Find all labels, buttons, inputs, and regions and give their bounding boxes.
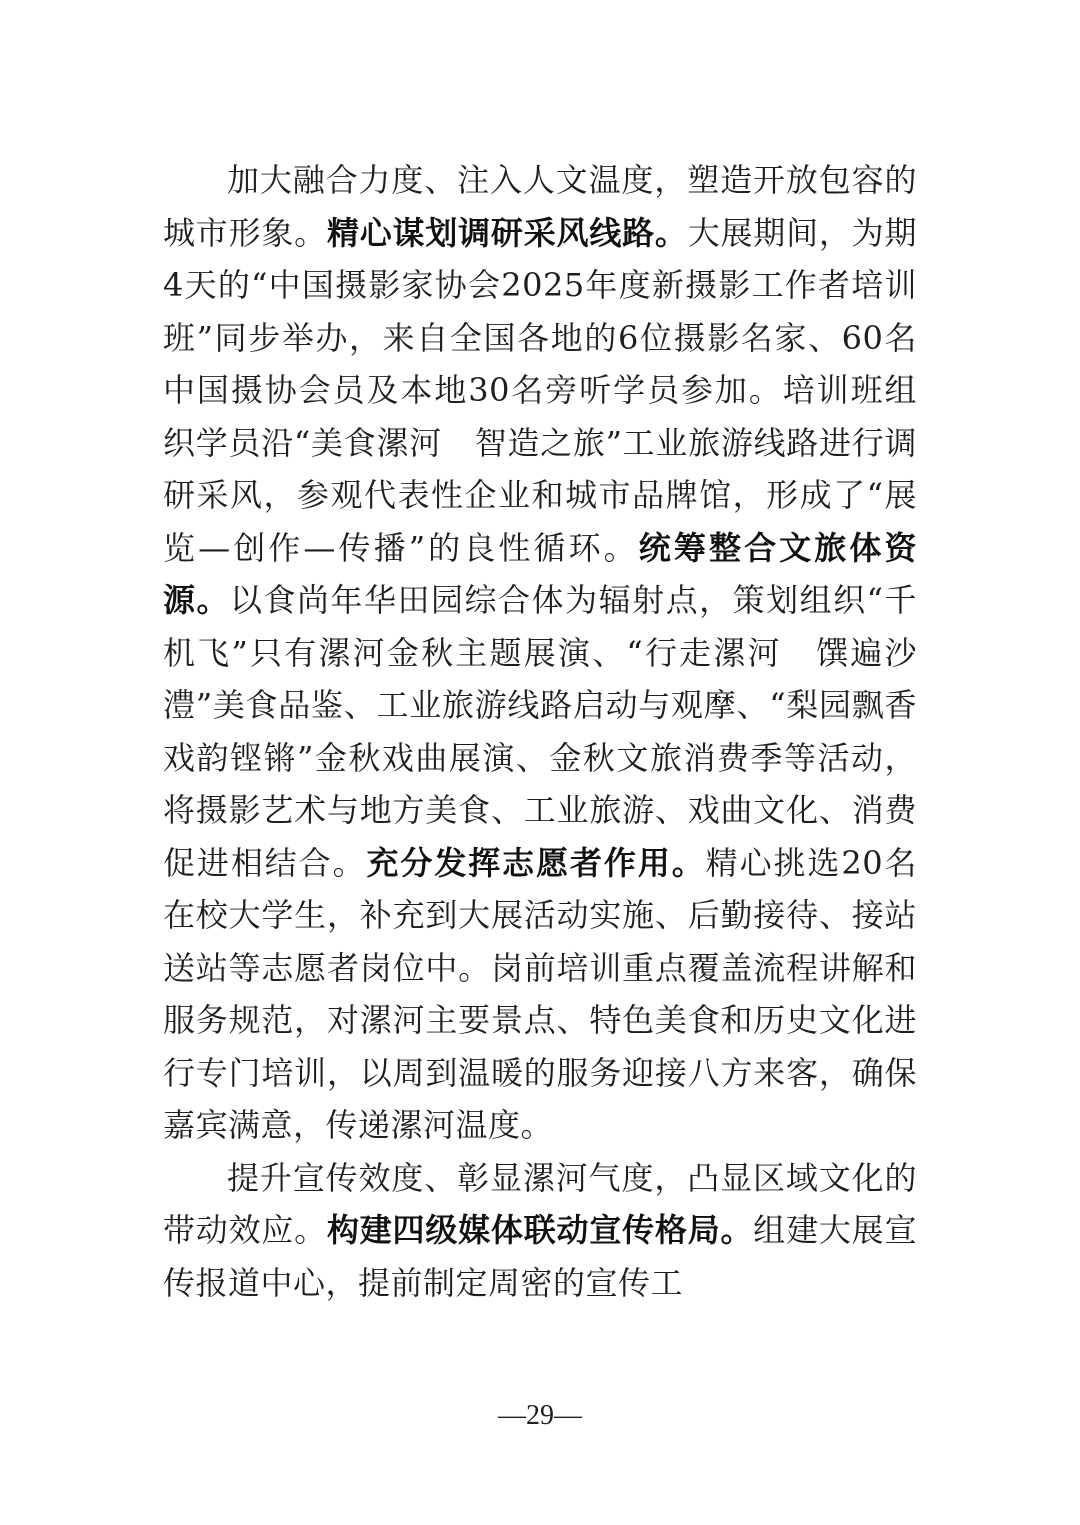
bold-heading-resources: 统筹整合文旅体资源。	[163, 528, 917, 619]
segment-text: 加大融合力度、注入人文温度，塑造开放包容的城市形象。	[163, 161, 917, 252]
segment-text: 精心挑选20名在校大学生，补充到大展活动实施、后勤接待、接站送站等志愿者岗位中。岗前培训重点覆盖流程讲解和服务规范，对漯河主要景点、特色美食和历史文化进行专门培训，以周到温暖的服务迎接八方来客，确保嘉宾满意，传递漯河温度。	[163, 843, 917, 1144]
segment-text: 组建大展宣传报道中心，提前制定周密的宣传工	[163, 1211, 917, 1302]
body-text	[163, 154, 950, 1309]
segment-text: 大展期间，为期4天的“中国摄影家协会2025年度新摄影工作者培训班”同步举办，来自全国各地的6位摄影名家、60名中国摄协会员及本地30名旁听学员参加。培训班组织学员沿“美食漯河 智造之旅”工业旅游线路进行调研采风，参观代表性企业和城市品牌馆，形成了“展览—创作—传播”的良性循环。	[163, 213, 917, 567]
segment-text: 以食尚年华田园综合体为辐射点，策划组织“千机飞”只有漯河金秋主题展演、“行走漯河 馔遍沙澧”美食品鉴、工业旅游线路启动与观摩、“梨园飘香 戏韵铿锵”金秋戏曲展演、金秋文旅消费季等活动，将摄影艺术与地方美食、工业旅游、戏曲文化、消费促进相结合。	[163, 581, 950, 882]
bold-heading-survey-routes: 精心谋划调研采风线路。	[326, 213, 688, 252]
bold-heading-media: 构建四级媒体联动宣传格局。	[326, 1211, 754, 1249]
paragraph-2	[163, 1152, 917, 1310]
bold-heading-volunteers: 充分发挥志愿者作用。	[366, 843, 706, 882]
page-number: —29—	[498, 1400, 582, 1431]
paragraph-1	[163, 154, 950, 1152]
segment-text: 提升宣传效度、彰显漯河气度，凸显区域文化的带动效应。	[163, 1158, 917, 1249]
